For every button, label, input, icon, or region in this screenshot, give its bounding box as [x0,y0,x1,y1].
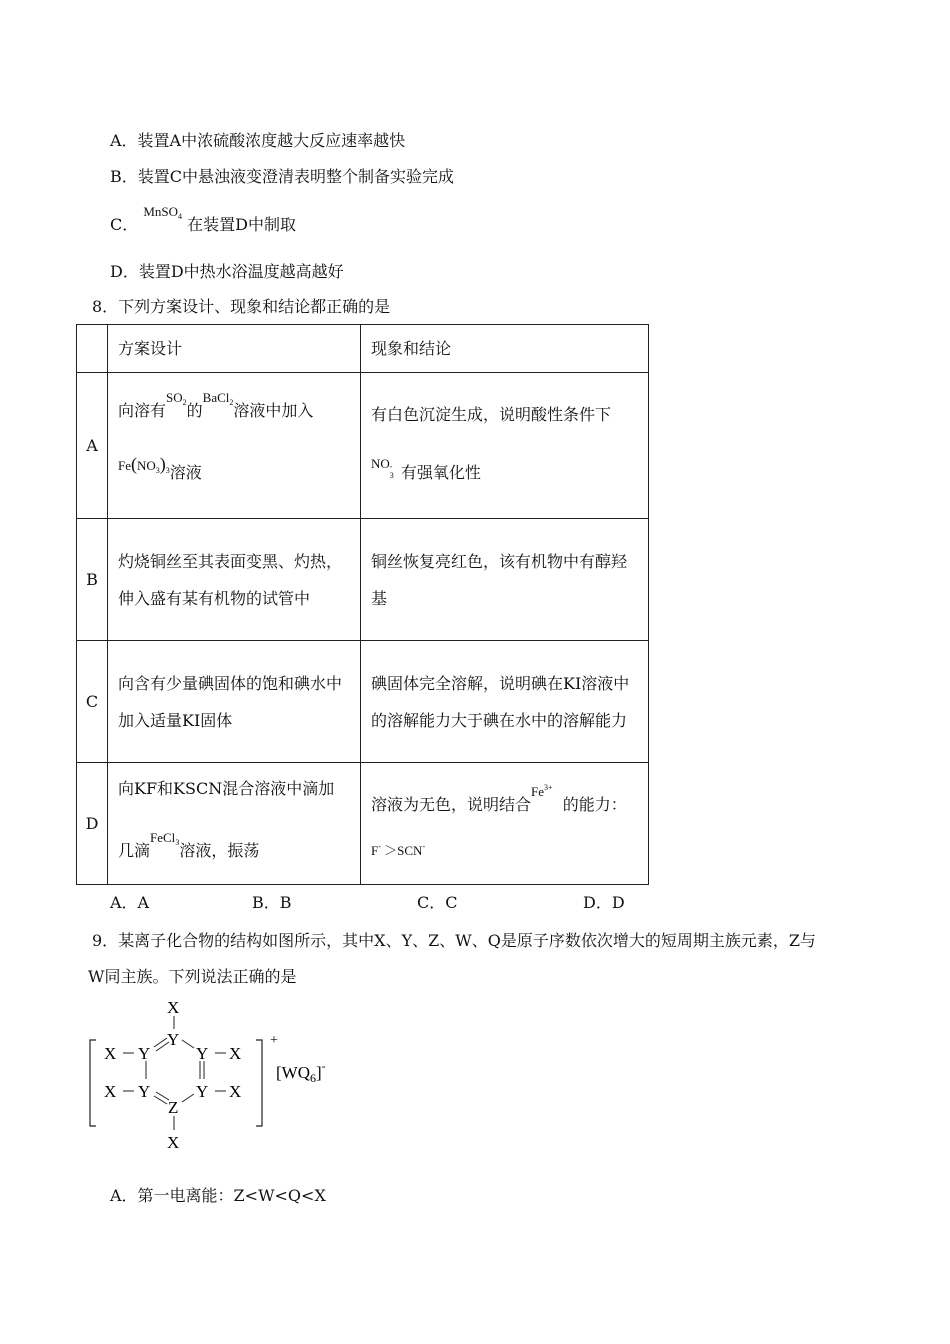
bacl2-formula [203,390,234,405]
so2-formula [166,390,187,405]
row-a-design-text-3: 溶液中加入 [233,400,314,420]
atom-x-right-2: X [229,1082,242,1101]
cation-charge: + [270,1033,278,1048]
row-b-conclusion: 铜丝恢复亮红色，该有机物中有醇羟基 [371,551,628,608]
row-label-a: A [77,373,108,519]
right-bracket [256,1040,262,1126]
fe3-sup: 3+ [544,782,553,792]
q7-option-a: A．装置A中浓硫酸浓度越大反应速率越快 [110,131,406,150]
row-d-conclusion [361,764,648,884]
so2-base: SO [166,389,183,405]
no3-sub: 3 [155,465,160,475]
no3-ion-formula [371,455,396,480]
row-a-design-text-1: 向溶有 [118,400,167,420]
q9-option-a: A．第一电离能：Z<W<Q<X [110,1186,326,1205]
row-a-design-text-4: 溶液 [169,462,202,482]
atom-y-right-1: Y [196,1044,209,1063]
row-d-conclusion-text-1: 溶液为无色，说明结合 [371,794,532,814]
anion-base: [WQ [276,1063,310,1082]
f-ion: F [371,842,379,858]
scn-sup: - [422,841,426,851]
fe-base: Fe [118,457,131,473]
row-d-design [108,764,360,884]
q8-choice-b: B．B [252,893,292,912]
no3-ion-sup: - [389,461,393,471]
q7-option-c-text: 在装置D中制取 [187,215,296,234]
no3-base: NO [137,457,156,473]
row-a-design [108,380,360,512]
row-a-design-text-2: 的 [186,400,203,420]
f-ion-sup: - [378,841,381,851]
row-c-conclusion: 碘固体完全溶解，说明碘在KI溶液中的溶解能力大于碘在水中的溶解能力 [371,673,630,730]
bacl2-sub: 2 [229,397,234,407]
fecl3-sub: 3 [175,837,180,847]
row-label-b: B [77,519,108,641]
row-label-d: D [77,763,108,885]
fe-no3-formula [118,453,170,475]
atom-x-right-1: X [229,1044,242,1063]
atom-x-bottom: X [167,1133,180,1152]
q9-stem-line-1: 9．某离子化合物的结构如图所示，其中X、Y、Z、W、Q是原子序数依次增大的短周期主族元素，Z与 [92,931,816,950]
q7-option-c [110,204,296,235]
anion-formula [276,1059,326,1085]
atom-x-top: X [167,998,180,1017]
table-row [77,641,649,763]
mnso4-formula [143,204,182,219]
no3-ion-sub: 3 [389,470,394,480]
ring-bond-top-left-1 [154,1038,167,1047]
atom-x-left-2: X [104,1082,117,1101]
atom-y-left-2: Y [138,1082,151,1101]
atom-y-left-1: Y [138,1044,151,1063]
fe3-ion [531,784,553,799]
row-d-design-text-1: 向KF和KSCN混合溶液中滴加 [118,778,335,798]
anion-sup: - [321,1059,326,1073]
header-conclusion: 现象和结论 [371,338,452,358]
row-d-conclusion-text-2: 的能力： [562,794,627,814]
row-b-design: 灼烧铜丝至其表面变黑、灼热，伸入盛有某有机物的试管中 [118,551,343,608]
row-a-conclusion-text-1: 有白色沉淀生成，说明酸性条件下 [371,404,612,424]
row-label-c: C [77,641,108,763]
header-design: 方案设计 [118,338,183,358]
mnso4-sub: 4 [178,212,183,221]
table-row [77,763,649,885]
atom-y-top: Y [167,1030,180,1049]
q7-option-d: D．装置D中热水浴温度越高越好 [110,262,344,281]
mnso4-base: MnSO [143,204,179,219]
fe3-base: Fe [531,783,545,799]
row-a-conclusion-text-2: 有强氧化性 [400,462,481,482]
ionic-compound-structure [88,996,348,1152]
atom-z: Z [168,1098,179,1117]
row-d-design-text-3: 溶液，振荡 [179,840,260,860]
q8-choice-c: C．C [417,893,458,912]
fecl3-formula [150,830,179,845]
ring-bond-top-right [182,1040,194,1048]
so2-sub: 2 [182,397,187,407]
fecl3-base: FeCl [150,829,176,845]
q8-choice-a: A．A [110,893,150,912]
atom-x-left-1: X [104,1044,117,1063]
header-empty-cell [77,325,108,373]
q8-table [76,324,649,885]
row-a-conclusion [361,382,648,510]
close-paren: ) [159,453,166,474]
greater-than-scn: ＞SCN [380,842,423,858]
anion-close: ] [315,1063,322,1082]
bacl2-base: BaCl [202,389,230,405]
q9-stem-line-2: W同主族。下列说法正确的是 [88,967,297,986]
q7-option-b: B．装置C中悬浊液变澄清表明整个制备实验完成 [110,167,455,186]
q8-stem: 8．下列方案设计、现象和结论都正确的是 [92,297,391,316]
q7-option-c-label: C． [110,215,139,234]
outer-sub: 3 [165,465,170,475]
ring-bond-bottom-right [182,1094,194,1102]
atom-y-right-2: Y [196,1082,209,1101]
anion-sub: 6 [309,1071,316,1085]
table-header-row [77,325,649,373]
row-d-design-text-2: 几滴 [118,840,151,860]
f-scn-comparison [371,824,638,876]
row-c-design: 向含有少量碘固体的饱和碘水中加入适量KI固体 [118,673,343,730]
q8-choice-d: D．D [583,893,625,912]
open-paren: ( [131,453,137,474]
table-row [77,373,649,519]
table-row [77,519,649,641]
no3-ion-base: NO [371,455,390,471]
left-bracket [90,1040,96,1126]
